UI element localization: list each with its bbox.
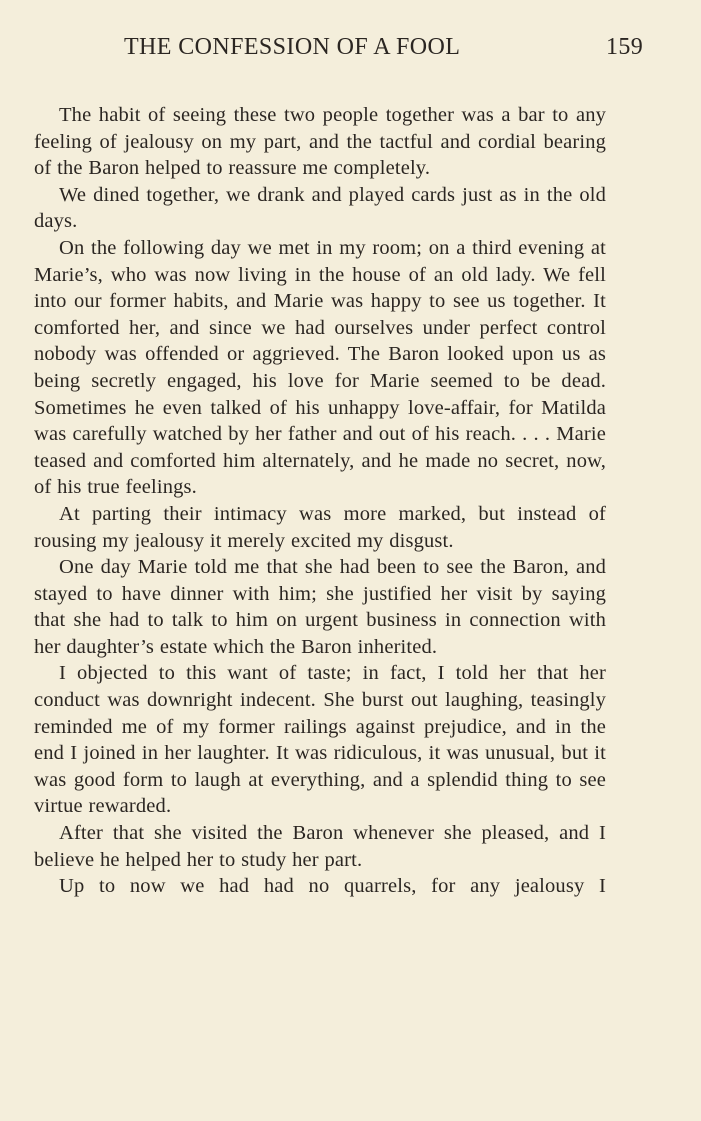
paragraph: On the following day we met in my room; on a third evening at Marie’s, who was now living in the house of an old lady. We fell into our former habits, and Marie was happy to see us together. It comforted her, and since we had ourselves under perfect control nobody was offended or aggrieved. The Baron looked upon us as being secretly engaged, his love for Marie seemed to be dead. Sometimes he even talked of his unhappy love-affair, for Matilda was carefully watched by her father and out of his reach. . . . Marie teased and comforted him alternately, and he made no secret, now, of his true feelings. bbox=[34, 236, 606, 499]
paragraph: After that she visited the Baron whenever she pleased, and I believe he helped her to study her part. bbox=[34, 822, 606, 871]
paragraph: The habit of seeing these two people together was a bar to any feeling of jealousy on my part, and the tactful and cordial bearing of the Baron helped to reassure me completely. bbox=[34, 104, 606, 180]
paragraph: I objected to this want of taste; in fact, I told her that her conduct was downright indecent. She burst out laughing, teasingly reminded me of my former railings against prejudice, and in the end I joined in her laughter. It was ridiculous, it was unusual, but it was good form to laugh at everything, and a splendid thing to see virtue rewarded. bbox=[34, 662, 606, 818]
body-text bbox=[34, 102, 606, 900]
page-number: 159 bbox=[606, 34, 644, 60]
paragraph: We dined together, we drank and played cards just as in the old days. bbox=[34, 183, 606, 233]
paragraph: At parting their intimacy was more marked, but instead of rousing my jealousy it merely excited my disgust. bbox=[34, 502, 606, 552]
running-head bbox=[34, 34, 644, 70]
paragraph-continued: Up to now we had had no quarrels, for any jealousy I bbox=[59, 875, 606, 898]
paragraph: One day Marie told me that she had been to see the Baron, and stayed to have dinner with him; she justified her visit by saying that she had to talk to him on urgent business in connection with her daughter’s estate which the Baron inherited. bbox=[34, 556, 606, 658]
running-head-title: THE CONFESSION OF A FOOL bbox=[124, 34, 461, 60]
